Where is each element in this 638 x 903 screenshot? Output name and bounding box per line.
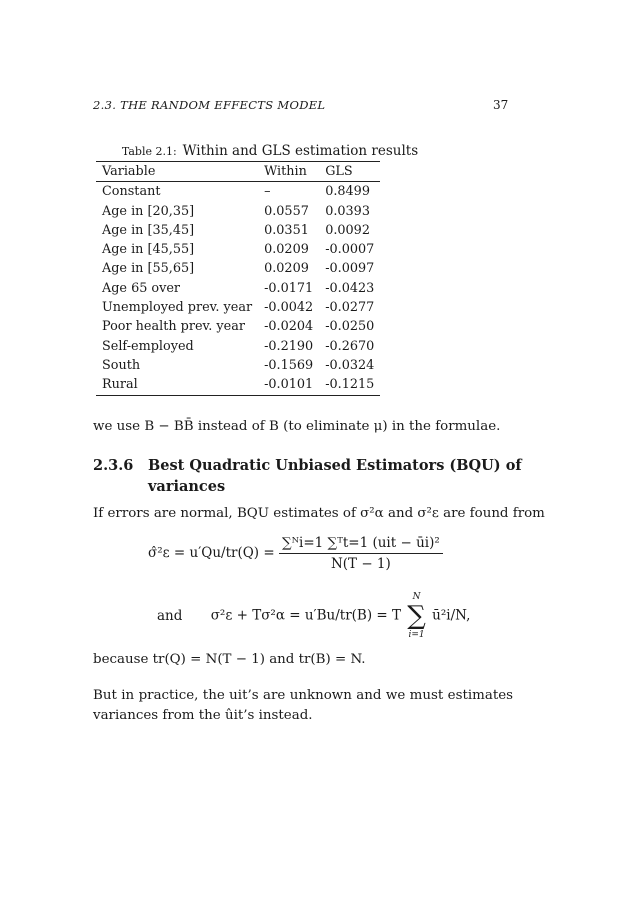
cell-variable: Rural [102,377,138,393]
col-header-variable: Variable [102,164,156,179]
cell-within: 0.0209 [264,261,309,277]
paragraph-eliminate-mu: we use B − BB̄ instead of B (to eliminate μ) in the formulae. [93,419,501,434]
equation-between-variance [157,591,470,641]
cell-gls: -0.0324 [325,357,375,373]
table-caption-text: Within and GLS estimation results [182,143,419,159]
cell-variable: Constant [102,184,161,200]
eq1-denominator: N(T − 1) [330,556,391,572]
eq1-fraction [279,535,443,572]
cell-within: -0.1569 [264,357,314,373]
cell-gls: 0.0092 [325,222,370,238]
cell-within: -0.2190 [264,338,314,354]
cell-within: -0.0042 [264,300,314,316]
eq2-and: and [157,607,183,624]
cell-within: 0.0351 [264,222,309,238]
paragraph-bqu-intro: If errors are normal, BQU estimates of σ²α and σ²ε are found from [93,506,545,521]
cell-gls: -0.0250 [325,319,375,335]
cell-variable: Age in [20,35] [102,203,195,219]
cell-gls: -0.0423 [325,280,375,296]
cell-within: 0.0209 [264,242,309,258]
table-row [96,298,380,317]
table-header-row [96,162,380,182]
section-number: 2.3.6 [93,457,134,474]
table-row [96,317,380,336]
equation-sigma-epsilon [148,535,443,572]
paragraph-in-practice: But in practice, the uit’s are unknown and we must estimates variances from the ûit’s instead. [93,688,513,723]
cell-gls: -0.1215 [325,377,375,393]
col-header-gls: GLS [325,164,353,179]
cell-gls: -0.0007 [325,242,375,258]
cell-within: – [264,184,271,200]
eq2-rhs: ū²i/N, [432,607,471,624]
cell-gls: -0.2670 [325,338,375,354]
cell-gls: -0.0277 [325,300,375,316]
section-title-line2: variances [148,478,226,495]
cell-gls: 0.8499 [325,184,370,200]
section-heading [93,455,522,497]
table-row [96,221,380,240]
cell-variable: Age 65 over [102,280,181,296]
cell-variable: South [102,357,141,373]
cell-within: -0.0101 [264,377,314,393]
cell-gls: -0.0097 [325,261,375,277]
cell-within: -0.0171 [264,280,314,296]
summation-symbol: N ∑ i=1 [407,592,426,640]
table-row [96,337,380,356]
sum-lower-limit: i=1 [408,630,425,640]
table-caption-label: Table 2.1: [121,145,177,158]
sum-upper-limit: N [412,592,421,602]
cell-gls: 0.0393 [325,203,370,219]
estimation-results-table [96,161,380,396]
table-row [96,259,380,278]
running-header: 2.3. THE RANDOM EFFECTS MODEL [93,98,326,112]
cell-variable: Self-employed [102,338,194,354]
paragraph-trace-values: because tr(Q) = N(T − 1) and tr(B) = N. [93,652,366,667]
cell-within: -0.0204 [264,319,314,335]
eq2-lhs: σ²ε + Tσ²α = u′Bu/tr(B) = T [210,607,401,624]
cell-variable: Poor health prev. year [102,319,245,335]
table-row [96,240,380,259]
cell-variable: Age in [35,45] [102,222,195,238]
page-number: 37 [493,98,509,112]
cell-within: 0.0557 [264,203,309,219]
table-caption [100,143,440,159]
table-row [96,375,380,395]
cell-variable: Age in [55,65] [102,261,195,277]
section-title-line1: Best Quadratic Unbiased Estimators (BQU) of [148,457,522,474]
table-row [96,182,380,202]
table-row [96,356,380,375]
table-row [96,202,380,221]
col-header-within: Within [264,164,307,179]
eq1-lhs: σ̂²ε = u′Qu/tr(Q) = [148,545,275,561]
eq1-numerator: ∑ᴺi=1 ∑ᵀt=1 (uit − ūi)² [279,535,443,554]
cell-variable: Age in [45,55] [102,242,195,258]
cell-variable: Unemployed prev. year [102,300,253,316]
table-row [96,279,380,298]
